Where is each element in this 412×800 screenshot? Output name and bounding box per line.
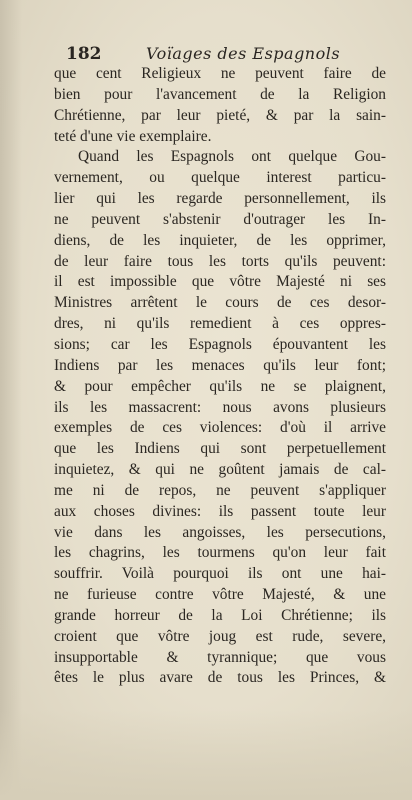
- text-line: Indiens par les menaces qu'ils leur font;: [54, 356, 386, 374]
- body-text: [54, 64, 386, 689]
- text-line: grande horreur de la Loi Chrétienne; ils: [54, 606, 386, 624]
- text-line: teté d'une vie exemplaire.: [54, 127, 212, 145]
- text-line: ne furieuse contre vôtre Majesté, & une: [54, 586, 386, 604]
- text-line: êtes le plus avare de tous les Princes, &: [54, 669, 386, 687]
- page-gutter-shadow: [0, 0, 22, 800]
- text-line: il est impossible que vôtre Majesté ni ses: [54, 273, 386, 291]
- text-line: aux choses divines: ils passent toute leur: [54, 502, 386, 520]
- text-line: me ni de repos, ne peuvent s'appliquer: [54, 481, 386, 499]
- text-line: de leur faire tous les torts qu'ils peuvent:: [54, 252, 386, 270]
- text-line: Quand les Espagnols ont quelque Gou-: [78, 148, 386, 166]
- text-line: que les Indiens qui sont perpetuellement: [54, 440, 386, 458]
- text-line: sions; car les Espagnols épouvantent les: [54, 335, 386, 353]
- page-number: 182: [66, 44, 102, 64]
- text-line: & pour empêcher qu'ils ne se plaignent,: [54, 377, 386, 395]
- page-bottom-tone: [0, 710, 412, 800]
- text-line: Ministres arrêtent le cours de ces desor-: [54, 294, 386, 312]
- text-line: croient que vôtre joug est rude, severe,: [54, 627, 386, 645]
- text-line: ne peuvent s'abstenir d'outrager les In-: [54, 210, 386, 228]
- text-line: ils les massacrent: nous avons plusieurs: [54, 398, 386, 416]
- text-line: que cent Religieux ne peuvent faire de: [54, 65, 386, 82]
- text-line: exemples de ces violences: d'où il arrive: [54, 419, 386, 437]
- text-line: lier qui les regarde personnellement, ils: [54, 190, 386, 208]
- text-line: vernement, ou quelque interest particu-: [54, 169, 386, 187]
- text-line: souffrir. Voilà pourquoi ils ont une hai-: [54, 565, 386, 583]
- text-line: Chrétienne, par leur pieté, & par la sain-: [54, 106, 386, 124]
- running-head: Voïages des Espagnols: [146, 44, 341, 63]
- text-line: bien pour l'avancement de la Religion: [54, 85, 386, 103]
- text-line: inquietez, & qui ne goûtent jamais de cal-: [54, 461, 386, 479]
- text-line: insupportable & tyrannique; que vous: [54, 648, 386, 666]
- text-line: vie dans les angoisses, les persecutions,: [54, 523, 386, 541]
- text-line: dres, ni qu'ils remedient à ces oppres-: [54, 315, 386, 333]
- text-line: les chagrins, les tourmens qu'on leur fait: [54, 544, 386, 562]
- text-line: diens, de les inquieter, de les opprimer,: [54, 231, 386, 249]
